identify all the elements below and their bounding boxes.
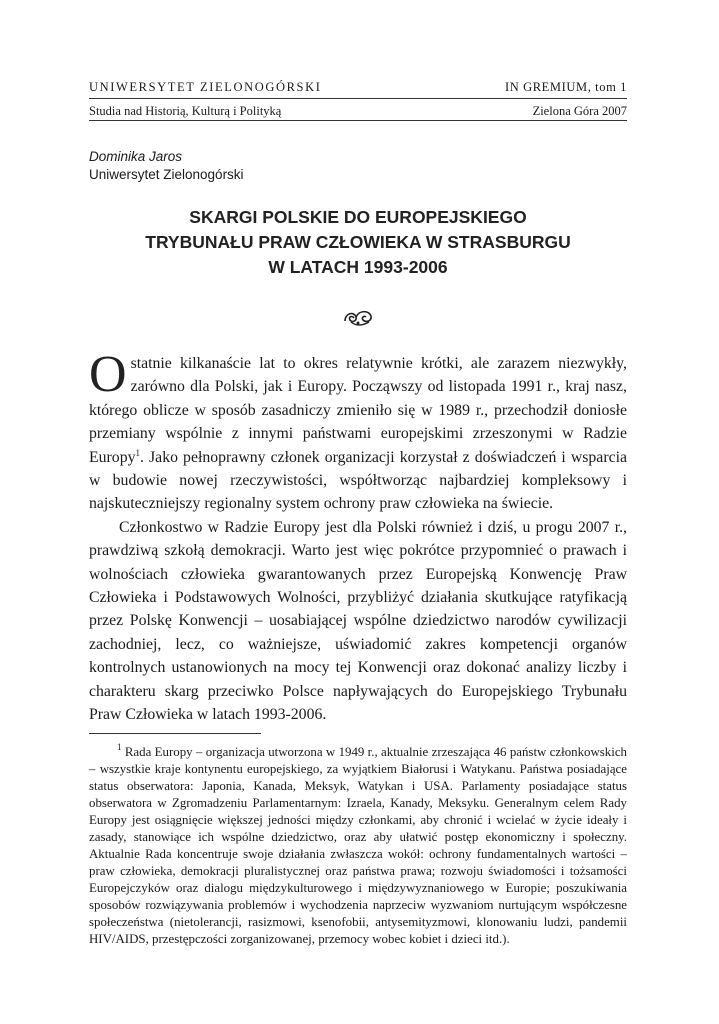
author-name: Dominika Jaros [89, 149, 183, 164]
drop-cap: O [89, 346, 127, 403]
title-line: SKARGI POLSKIE DO EUROPEJSKIEGO [189, 207, 527, 227]
article-title [89, 205, 627, 280]
footnote-text: Rada Europy – organizacja utworzona w 1949 r., aktualnie zrzeszająca 46 państw członkowskich – wszystkie kraje kontynentu europejskiego, za wyjątkiem Białorusi i Watykanu. Państwa posiadające status obserwatora: Japonia, Kanada, Meksyk, Watykan i USA. Parlamenty posiadające status obserwatora w Zgromadzeniu Parlamentarnym: Izraela, Kanady, Meksyku. Generalnym celem Rady Europy jest osiągnięcie większej jedności między członkami, aby chronić i wcielać w życie ideały i zasady, stanowiące ich wspólne dziedzictwo, oraz aby ułatwić postęp ekonomiczny i społeczny. Aktualnie Rada koncentruje swoje działania zwłaszcza wokół: ochrony fundamentalnych wartości – praw człowieka, demokracji pluralistycznej oraz państwa prawa; rozwoju świadomości i tożsamości Europejczyków oraz dialogu międzykulturowego i międzywyznaniowego w Europie; poszukiwania sposobów rozwiązywania problemów i wychodzenia naprzeciw wyzwaniom nurtującym współczesne społeczeństwa (nietolerancji, rasizmowi, ksenofobii, antysemityzmowi, klonowaniu ludzi, pandemii HIV/AIDS, przestępczości zorganizowanej, przemocy wobec kobiet i dzieci itd.). [89, 745, 627, 946]
author-block [89, 148, 244, 184]
header-university: UNIWERSYTET ZIELONOGÓRSKI [89, 80, 322, 94]
article-body [89, 346, 627, 727]
running-header-top [89, 80, 627, 95]
header-place-year: Zielona Góra 2007 [532, 104, 627, 118]
running-header-bottom [89, 104, 627, 119]
author-affiliation: Uniwersytet Zielonogórski [89, 167, 244, 182]
footnote-divider [89, 733, 261, 734]
header-series: Studia nad Historią, Kulturą i Polityką [89, 104, 282, 118]
footnote-reference[interactable]: 1 [135, 447, 141, 458]
footnote-marker: 1 [117, 742, 122, 752]
header-divider-bottom [89, 120, 627, 121]
title-line: TRYBUNAŁU PRAW CZŁOWIEKA W STRASBURGU [145, 232, 571, 252]
header-divider-top [89, 98, 627, 99]
paragraph: Ostatnie kilkanaście lat to okres relatywnie krótki, ale zarazem niezwykły, zarówno dla Polski, jak i Europy. Począwszy od listopada 1991 r., kraj nasz, którego oblicze w sposób zasadniczy zmieniło się w 1989 r., przechodził doniosłe przemiany wspólnie z innymi państwami europejskimi zrzeszonymi w Radzie Europy$^1$. Jako pełnoprawny członek organizacji korzystał z doświadczeń i wsparcia w budowie nowej rzeczywistości, współtworząc najbardziej kompleksowy i najskuteczniejszy regionalny system ochrony praw człowieka na świecie. [89, 346, 627, 513]
paragraph: Członkostwo w Radzie Europy jest dla Polski również i dziś, u progu 2007 r., prawdziwą szkołą demokracji. Warto jest więc pokrótce przypomnieć o prawach i wolnościach człowieka gwarantowanych przez Europejską Konwencję Praw Człowieka i Podstawowych Wolności, przybliżyć działania skutkujące ratyfikacją przez Polskę Konwencji – uosabiającej wspólne dziedzictwo narodów cywilizacji zachodniej, lecz, co ważniejsze, uświadomić zakres kompetencji organów kontrolnych ustanowionych na mocy tej Konwencji oraz dokonać analizy liczby i charakteru skarg przeciwko Polsce napływających do Europejskiego Trybunału Praw Człowieka w latach 1993-2006. [89, 518, 627, 724]
fleuron-icon [342, 306, 374, 328]
title-line: W LATACH 1993-2006 [268, 257, 448, 277]
footnote [89, 744, 627, 948]
header-journal: IN GREMIUM, tom 1 [504, 80, 627, 94]
